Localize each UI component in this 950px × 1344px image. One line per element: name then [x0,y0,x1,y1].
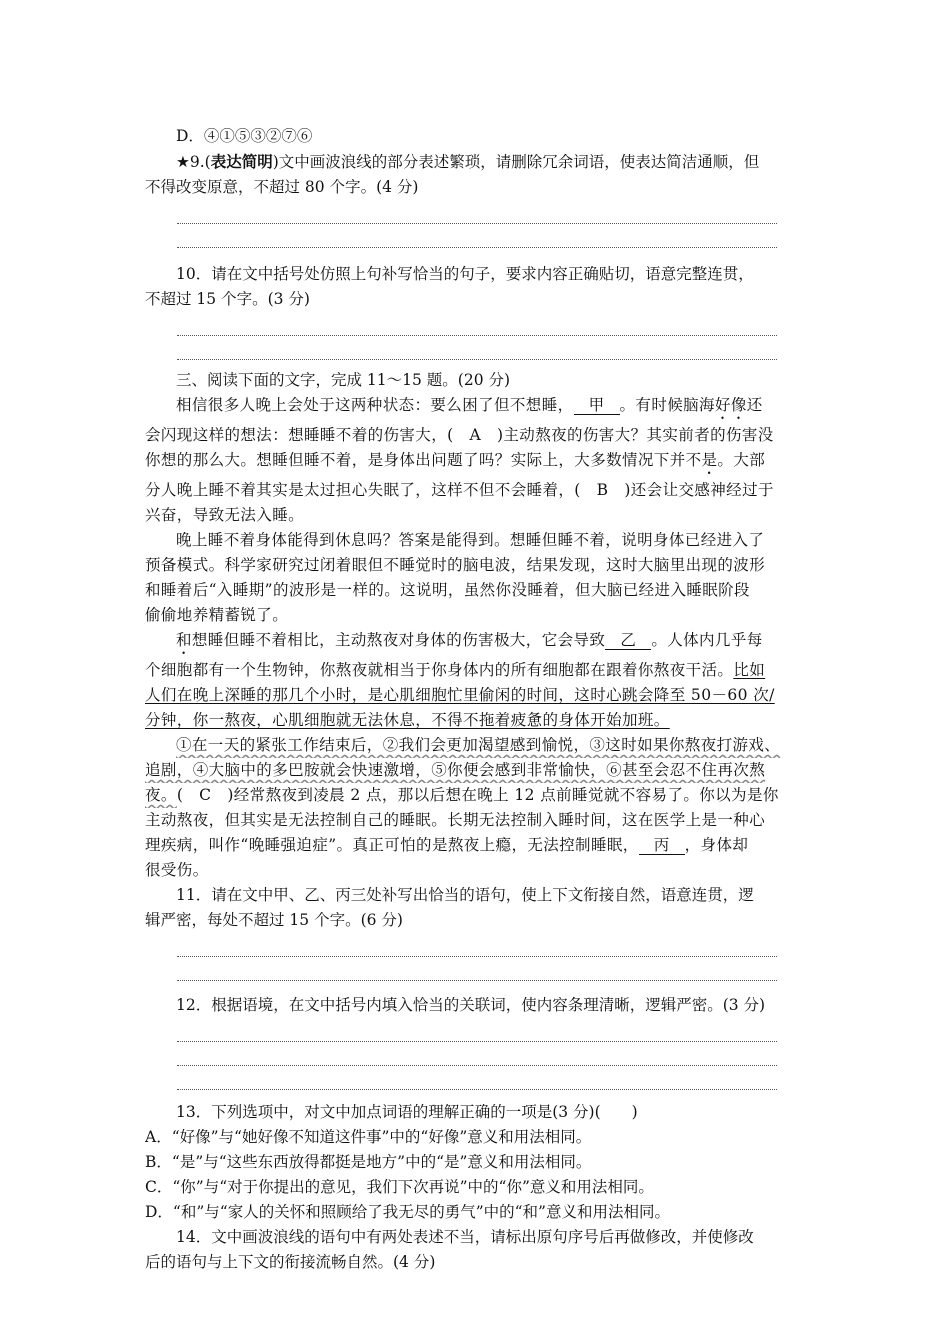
passage-line [145,683,810,708]
wavy-text: 夜。 [145,786,177,804]
answer-line[interactable] [177,1040,777,1042]
text: 还 [746,396,763,414]
text: ，身体却 [684,836,749,854]
passage-line [145,393,810,423]
passage-line: 晚上睡不着身体能得到休息吗？答案是能得到。想睡但睡不着，说明身体已经进入了 [176,531,765,549]
q9-line-2: 不得改变原意，不超过 80 个字。(4 分) [145,178,419,196]
q9-tag: 表达简明 [210,152,273,171]
text: 。大部 [717,451,766,469]
q13-option-b: B．“是”与“这些东西放得都挺是地方”中的“是”意义和用法相同。 [145,1153,592,1171]
answer-line[interactable] [177,979,777,981]
text: 。人体内几乎每 [651,631,763,649]
passage-line [145,758,810,783]
text: 个细胞都有一个生物钟，你熬夜就相当于你身体内的所有细胞都在跟着你熬夜干活。 [145,661,734,679]
text: 相信很多人晚上会处于这两种状态：要么困了但不想睡， [176,396,574,414]
answer-line[interactable] [177,334,777,336]
q10-line-1: 10．请在文中括号处仿照上句补写恰当的句子，要求内容正确贴切，语意完整连贯， [176,265,754,283]
underlined-text: 人们在晚上深睡的那几个小时，是心肌细胞忙里偷闲的时间，这时心跳会降至 50－60 次/ [145,686,775,704]
wavy-text: ①在一天的紧张工作结束后，②我们会更加渴望感到愉悦，③这时如果你熬夜打游戏、 [176,736,781,754]
passage-line [145,783,810,808]
passage-line: 偷偷地养精蓄锐了。 [145,606,289,624]
underlined-text: 比如 [733,661,766,679]
blank-bing: 丙 [639,836,685,855]
passage [145,393,810,883]
q14-line-1: 14．文中画波浪线的语句中有两处表述不当，请标出原句序号后再做修改，并使修改 [176,1228,754,1246]
q9-star: ★9.( [176,153,211,171]
text: 你想的那么大。想睡但睡不着，是身体出问题了吗？实际上，大多数情况下并不 [145,451,702,469]
answer-line[interactable] [177,1088,777,1090]
document-page [145,124,810,1275]
text: 。有时候脑海 [619,396,715,414]
q11-line-2: 辑严密，每处不超过 15 个字。(6 分) [145,911,403,929]
passage-line: 和睡着后“入睡期”的波形是一样的。这说明，虽然你没睡着，但大脑已经进入睡眠阶段 [145,581,750,599]
text: 理疾病，叫作“晚睡强迫症”。真正可怕的是熬夜上瘾，无法控制睡眠， [145,836,639,854]
underlined-text: 分钟，你一熬夜，心肌细胞就无法休息，不得不拖着疲惫的身体开始加班。 [145,711,670,729]
dotted-word-haoxiang: 好像 [714,396,747,414]
answer-line[interactable] [177,222,777,224]
q14-line-2: 后的语句与上下文的衔接流畅自然。(4 分) [145,1253,436,1271]
q9-text: )文中画波浪线的部分表述繁琐，请删除冗余词语，使表达简洁通顺，但 [272,153,760,171]
answer-line[interactable] [177,246,777,248]
passage-line [145,628,810,658]
passage-line: 分人晚上睡不着其实是太过担心失眠了，这样不但不会睡着，( B )还会让交感神经过于 [145,481,774,499]
q13-stem: 13．下列选项中，对文中加点词语的理解正确的一项是(3 分)( ) [176,1103,638,1121]
passage-line: 兴奋，导致无法入睡。 [145,506,305,524]
passage-line [145,708,810,733]
q9-line-1 [145,149,810,175]
blank-yi: 乙 [605,631,651,650]
answer-line[interactable] [177,1064,777,1066]
blank-jia: 甲 [574,396,620,415]
section-3-heading: 三、阅读下面的文字，完成 11～15 题。(20 分) [176,371,511,389]
passage-line: 主动熬夜，但其实是无法控制自己的睡眠。长期无法控制入睡时间，这在医学上是一种心 [145,811,766,829]
q10-line-2: 不超过 15 个字。(3 分) [145,290,310,308]
text: ( C )经常熬夜到凌晨 2 点，那以后想在晚上 12 点前睡觉就不容易了。你以为是你 [176,786,779,804]
q8-option-d: D．④①⑤③②⑦⑥ [176,127,313,145]
q13-option-c: C．“你”与“对于你提出的意见，我们下次再说”中的“你”意义和用法相同。 [145,1178,654,1196]
answer-line[interactable] [177,955,777,957]
q13-option-d: D．“和”与“家人的关怀和照顾给了我无尽的勇气”中的“和”意义和用法相同。 [145,1203,670,1221]
text: 想睡但睡不着相比，主动熬夜对身体的伤害极大，它会导致 [191,631,606,649]
passage-line [145,448,810,478]
q13-option-a: A．“好像”与“她好像不知道这件事”中的“好像”意义和用法相同。 [145,1128,592,1146]
passage-line: 很受伤。 [145,861,209,879]
passage-line [145,833,810,858]
wavy-text: 追剧，④大脑中的多巴胺就会快速激增，⑤你便会感到非常愉快，⑥甚至会忍不住再次熬 [145,761,766,779]
passage-line: 预备模式。科学家研究过闭着眼但不睡觉时的脑电波，结果发现，这时大脑里出现的波形 [145,556,766,574]
passage-line: 会闪现这样的想法：想睡睡不着的伤害大，( A )主动熬夜的伤害大？其实前者的伤害没 [145,426,774,444]
q11-line-1: 11．请在文中甲、乙、丙三处补写出恰当的语句，使上下文衔接自然，语意连贯，逻 [176,886,754,904]
answer-line[interactable] [177,358,777,360]
passage-line [145,733,810,758]
dotted-word-shi: 是 [701,451,718,469]
q12-line-1: 12．根据语境，在文中括号内填入恰当的关联词，使内容条理清晰，逻辑严密。(3 分) [176,996,766,1014]
passage-line [145,658,810,683]
dotted-word-he: 和 [176,631,192,649]
